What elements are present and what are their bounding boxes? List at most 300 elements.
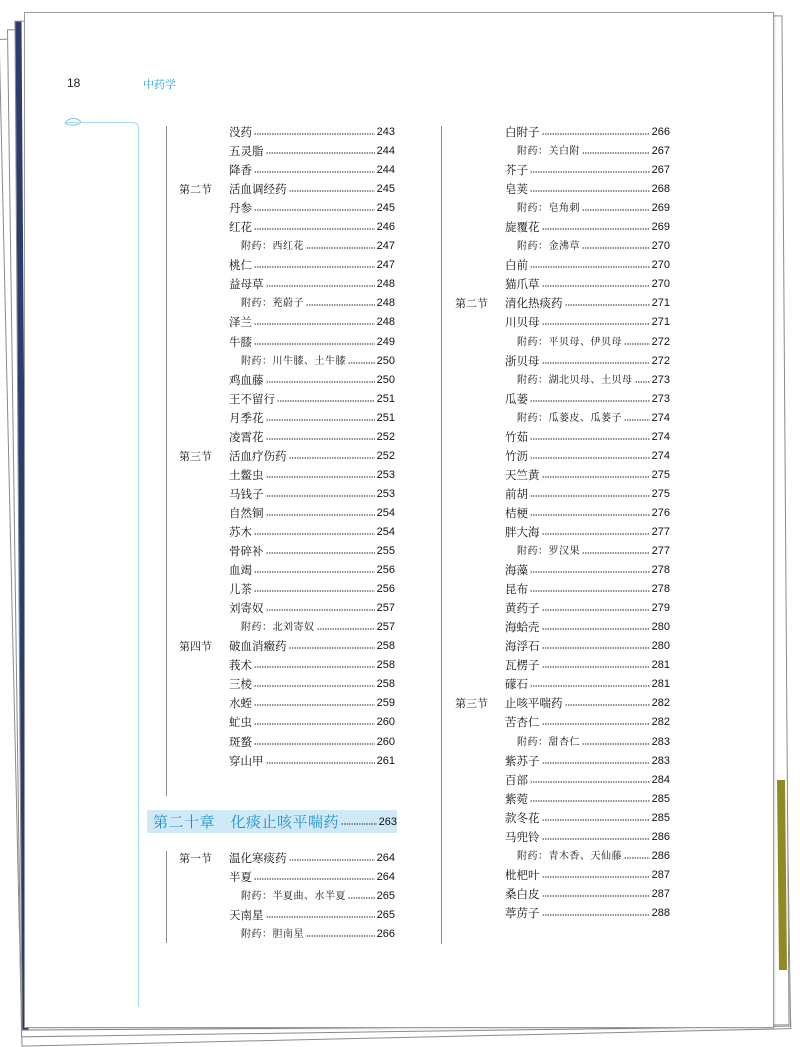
entry-page: 286 (651, 830, 670, 843)
entry-page: 272 (651, 335, 670, 348)
toc-sub-entry[interactable] (423, 142, 670, 161)
leader-dots (289, 859, 375, 861)
entry-title: 天南星 (229, 908, 264, 923)
leader-dots (530, 781, 650, 783)
leader-dots (582, 247, 650, 249)
toc-entry[interactable] (423, 809, 670, 828)
leader-dots (317, 628, 375, 630)
entry-title: 刘寄奴 (229, 601, 264, 616)
toc-entry[interactable] (423, 618, 670, 637)
toc-entry[interactable] (423, 504, 670, 523)
entry-title: 前胡 (505, 486, 528, 501)
entry-title: 海浮石 (505, 639, 540, 654)
entry-page: 247 (376, 240, 395, 253)
entry-page: 248 (376, 297, 395, 310)
entry-page: 270 (651, 240, 670, 253)
entry-title: 皂荚 (505, 182, 528, 197)
toc-entry[interactable] (147, 752, 395, 771)
entry-title: 附药：西红花 (241, 241, 304, 253)
leader-dots (542, 228, 650, 230)
leader-dots (542, 876, 650, 878)
toc-entry[interactable] (147, 390, 395, 409)
entry-title: 竹茹 (505, 429, 528, 444)
toc-entry[interactable] (423, 256, 670, 275)
entry-title: 附药：北刘寄奴 (241, 622, 315, 634)
section-label: 第一节 (179, 852, 212, 865)
entry-page: 282 (651, 697, 670, 710)
entry-title: 枇杷叶 (505, 867, 540, 882)
leader-dots (254, 878, 375, 880)
leader-dots (542, 914, 650, 916)
entry-title: 紫苏子 (505, 753, 540, 768)
entry-page: 277 (651, 525, 670, 538)
leader-dots (266, 419, 375, 421)
entry-title: 礞石 (505, 677, 528, 692)
leader-dots (289, 647, 375, 649)
entry-page: 267 (651, 164, 670, 177)
entry-title: 芥子 (505, 163, 528, 178)
entry-page: 258 (376, 678, 395, 691)
entry-title: 苏木 (229, 524, 252, 539)
leader-dots (530, 457, 650, 459)
entry-page: 287 (651, 887, 670, 900)
toc-sub-entry[interactable] (423, 371, 670, 390)
entry-page: 281 (651, 659, 670, 672)
toc-entry[interactable] (147, 275, 395, 294)
entry-title: 骨碎补 (229, 544, 264, 559)
leader-dots (266, 152, 375, 154)
toc-entry[interactable] (423, 904, 670, 923)
leader-dots (266, 916, 375, 918)
entry-title: 破血消癥药 (229, 639, 287, 654)
entry-page: 272 (651, 354, 670, 367)
leader-dots (582, 552, 650, 554)
toc-entry[interactable] (147, 123, 395, 142)
entry-title: 竹沥 (505, 448, 528, 463)
entry-page: 260 (376, 735, 395, 748)
toc-entry[interactable] (423, 752, 670, 771)
toc-entry[interactable] (423, 885, 670, 904)
entry-page: 271 (651, 316, 670, 329)
leader-dots (348, 897, 375, 899)
entry-page: 273 (651, 392, 670, 405)
entry-page: 250 (376, 373, 395, 386)
section-label: 第二节 (455, 297, 488, 311)
leader-dots (624, 419, 650, 421)
entry-page: 270 (651, 278, 670, 291)
leader-dots (266, 762, 375, 764)
entry-title: 莪术 (229, 658, 252, 673)
toc-entry[interactable] (423, 523, 670, 542)
entry-title: 海蛤壳 (505, 620, 540, 635)
entry-title: 浙贝母 (505, 353, 540, 368)
toc-right-column (423, 123, 670, 923)
decor-margin-line (138, 131, 139, 1007)
toc-entry[interactable] (423, 656, 670, 675)
leader-dots (542, 362, 650, 364)
toc-sub-entry[interactable] (423, 409, 670, 428)
entry-page: 267 (651, 145, 670, 158)
leader-dots (254, 209, 375, 211)
toc-entry[interactable] (147, 333, 395, 352)
entry-title: 附药：罗汉果 (517, 546, 580, 558)
entry-title: 白前 (505, 258, 528, 273)
leader-dots (635, 381, 650, 383)
toc-entry[interactable] (147, 599, 395, 618)
section-label: 第三节 (179, 449, 212, 463)
leader-dots (582, 152, 650, 154)
leader-dots (542, 762, 650, 764)
toc-entry[interactable] (423, 180, 670, 199)
toc-entry[interactable] (147, 313, 395, 332)
leader-dots (266, 476, 375, 478)
toc-entry[interactable] (423, 694, 670, 713)
leader-dots (530, 266, 650, 268)
leader-dots (582, 209, 650, 211)
toc-entry[interactable] (423, 771, 670, 790)
entry-page: 283 (651, 735, 670, 748)
entry-page: 279 (651, 602, 670, 615)
leader-dots (254, 704, 375, 706)
leader-dots (266, 609, 375, 611)
entry-page: 253 (376, 468, 395, 481)
toc-entry[interactable] (423, 447, 670, 466)
leaf-icon (63, 117, 83, 127)
leader-dots (266, 495, 375, 497)
toc-chapter-entries (147, 849, 395, 944)
toc-entry[interactable] (423, 580, 670, 599)
entry-page: 248 (376, 278, 395, 291)
toc-entry[interactable] (423, 599, 670, 618)
toc-entry[interactable] (423, 123, 670, 142)
toc-entry[interactable] (147, 868, 395, 887)
toc-entry[interactable] (147, 542, 395, 561)
toc-entry[interactable] (147, 180, 395, 199)
toc-sub-entry[interactable] (423, 199, 670, 218)
entry-title: 海藻 (505, 563, 528, 578)
entry-page: 274 (651, 411, 670, 424)
toc-entry[interactable] (147, 713, 395, 732)
entry-page: 248 (376, 316, 395, 329)
toc-entry[interactable] (147, 523, 395, 542)
entry-title: 葶苈子 (505, 905, 540, 920)
entry-title: 附药：瓜蒌皮、瓜蒌子 (517, 412, 622, 424)
entry-title: 凌霄花 (229, 429, 264, 444)
toc-entry[interactable] (147, 466, 395, 485)
toc-entry[interactable] (423, 294, 670, 313)
toc-entry[interactable] (147, 371, 395, 390)
toc-entry[interactable] (423, 218, 670, 237)
toc-entry[interactable] (147, 142, 395, 161)
entry-title: 穿山甲 (229, 753, 264, 768)
entry-title: 红花 (229, 220, 252, 235)
toc-entry[interactable] (147, 218, 395, 237)
toc-entry[interactable] (147, 485, 395, 504)
entry-title: 附药：湖北贝母、土贝母 (517, 374, 633, 386)
leader-dots (565, 304, 650, 306)
entry-title: 温化寒痰药 (229, 851, 287, 865)
entry-title: 款冬花 (505, 810, 540, 825)
entry-page: 244 (376, 164, 395, 177)
entry-page: 258 (376, 659, 395, 672)
toc-sub-entry[interactable] (147, 618, 395, 637)
toc-entry[interactable] (147, 161, 395, 180)
entry-page: 256 (376, 583, 395, 596)
leader-dots (542, 323, 650, 325)
toc-sub-entry[interactable] (423, 237, 670, 256)
leader-dots (266, 552, 375, 554)
entry-title: 紫菀 (505, 791, 528, 806)
toc-entry[interactable] (423, 713, 670, 732)
entry-page: 266 (376, 928, 395, 941)
entry-title: 降香 (229, 163, 252, 178)
entry-page: 274 (651, 449, 670, 462)
entry-page: 260 (376, 716, 395, 729)
leader-dots (530, 438, 650, 440)
leader-dots (289, 190, 375, 192)
toc-entry[interactable] (147, 733, 395, 752)
entry-title: 清化热痰药 (505, 296, 563, 311)
chapter-heading[interactable] (147, 810, 397, 833)
entry-title: 五灵脂 (229, 144, 264, 159)
entry-title: 瓦楞子 (505, 658, 540, 673)
leader-dots (254, 685, 375, 687)
toc-sub-entry[interactable] (147, 294, 395, 313)
leader-dots (306, 304, 375, 306)
leader-dots (565, 704, 650, 706)
leader-dots (542, 533, 650, 535)
entry-title: 桃仁 (229, 258, 252, 273)
leader-dots (254, 323, 375, 325)
entry-page: 255 (376, 545, 395, 558)
toc-entry[interactable] (423, 675, 670, 694)
leader-dots (530, 685, 650, 687)
entry-title: 附药：皂角刺 (517, 203, 580, 215)
entry-page: 259 (376, 697, 395, 710)
entry-page: 256 (376, 564, 395, 577)
entry-page: 266 (651, 126, 670, 138)
toc-sub-entry[interactable] (147, 352, 395, 371)
entry-title: 活血调经药 (229, 182, 287, 197)
leader-dots (266, 285, 375, 287)
leader-dots (530, 190, 650, 192)
leader-dots (306, 247, 375, 249)
leader-dots (582, 743, 650, 745)
toc-entry[interactable] (423, 637, 670, 656)
entry-page: 277 (651, 545, 670, 558)
entry-page: 243 (376, 126, 395, 138)
entry-page: 278 (651, 564, 670, 577)
toc-sub-entry[interactable] (423, 542, 670, 561)
entry-page: 265 (376, 909, 395, 922)
entry-title: 泽兰 (229, 315, 252, 330)
section-label: 第四节 (179, 640, 212, 654)
entry-page: 285 (651, 811, 670, 824)
leader-dots (530, 171, 650, 173)
entry-page: 258 (376, 640, 395, 653)
entry-page: 268 (651, 183, 670, 196)
toc-entry[interactable] (147, 694, 395, 713)
entry-title: 昆布 (505, 582, 528, 597)
entry-title: 桑白皮 (505, 886, 540, 901)
chapter-title: 第二十章 化痰止咳平喘药 (153, 814, 340, 831)
entry-title: 鸡血藤 (229, 372, 264, 387)
toc-entry[interactable] (147, 849, 395, 868)
entry-title: 白附子 (505, 125, 540, 139)
entry-page: 284 (651, 773, 670, 786)
entry-page: 278 (651, 583, 670, 596)
entry-page: 281 (651, 678, 670, 691)
toc-entry[interactable] (147, 256, 395, 275)
leader-dots (542, 838, 650, 840)
leader-dots (530, 514, 650, 516)
page-number: 18 (67, 76, 81, 90)
toc-entry[interactable] (423, 485, 670, 504)
entry-title: 猫爪草 (505, 277, 540, 292)
entry-page: 285 (651, 792, 670, 805)
entry-page: 254 (376, 525, 395, 538)
entry-title: 附药：青木香、天仙藤 (517, 850, 622, 862)
entry-title: 斑蝥 (229, 734, 252, 749)
entry-title: 附药：川牛膝、土牛膝 (241, 355, 346, 367)
leader-dots (254, 343, 375, 345)
toc-entry[interactable] (147, 561, 395, 580)
leader-dots (254, 228, 375, 230)
leader-dots (254, 171, 375, 173)
toc-entry[interactable] (147, 580, 395, 599)
leader-dots (530, 800, 650, 802)
leader-dots (266, 514, 375, 516)
entry-title: 附药：甜杏仁 (517, 736, 580, 748)
entry-page: 245 (376, 202, 395, 215)
leader-dots (530, 400, 650, 402)
leader-dots (254, 743, 375, 745)
entry-title: 儿茶 (229, 582, 252, 597)
entry-title: 川贝母 (505, 315, 540, 330)
toc-entry[interactable] (147, 906, 395, 925)
toc-entry[interactable] (147, 409, 395, 428)
entry-title: 自然铜 (229, 505, 264, 520)
leader-dots (542, 895, 650, 897)
toc-entry[interactable] (423, 428, 670, 447)
entry-page: 269 (651, 221, 670, 234)
toc-sub-entry[interactable] (423, 333, 670, 352)
decor-rule (81, 122, 131, 123)
entry-page: 251 (376, 411, 395, 424)
toc-entry[interactable] (147, 675, 395, 694)
leader-dots (254, 571, 375, 573)
entry-page: 270 (651, 259, 670, 272)
leader-dots (254, 266, 375, 268)
toc-entry[interactable] (423, 275, 670, 294)
entry-title: 月季花 (229, 410, 264, 425)
leader-dots (254, 723, 375, 725)
entry-title: 马钱子 (229, 486, 264, 501)
toc-entry[interactable] (423, 828, 670, 847)
entry-page: 271 (651, 297, 670, 310)
toc-entry[interactable] (423, 313, 670, 332)
entry-title: 胖大海 (505, 524, 540, 539)
entry-title: 王不留行 (229, 391, 275, 406)
toc-entry[interactable] (147, 199, 395, 218)
entry-title: 黄药子 (505, 601, 540, 616)
toc-entry[interactable] (147, 656, 395, 675)
entry-page: 265 (376, 890, 395, 903)
leader-dots (542, 285, 650, 287)
entry-title: 附药：金沸草 (517, 241, 580, 253)
entry-title: 附药：胆南星 (241, 929, 304, 941)
entry-title: 苦杏仁 (505, 715, 540, 730)
leader-dots (277, 400, 375, 402)
entry-title: 马兜铃 (505, 829, 540, 844)
section-label: 第三节 (455, 697, 488, 711)
toc-entry[interactable] (423, 790, 670, 809)
entry-title: 活血疗伤药 (229, 448, 287, 463)
leader-dots (542, 666, 650, 668)
toc-left-column (147, 123, 395, 771)
toc-sub-entry[interactable] (423, 733, 670, 752)
entry-page: 283 (651, 754, 670, 767)
leader-dots (624, 857, 650, 859)
toc-sub-entry[interactable] (423, 847, 670, 866)
leader-dots (624, 343, 650, 345)
toc-entry[interactable] (147, 504, 395, 523)
toc-entry[interactable] (423, 561, 670, 580)
entry-title: 三棱 (229, 677, 252, 692)
entry-title: 附药：关白附 (517, 146, 580, 158)
entry-title: 天竺黄 (505, 467, 540, 482)
entry-page: 244 (376, 145, 395, 158)
entry-page: 280 (651, 640, 670, 653)
entry-title: 附药：茺蔚子 (241, 298, 304, 310)
entry-page: 275 (651, 468, 670, 481)
leader-dots (530, 571, 650, 573)
entry-page: 247 (376, 259, 395, 272)
toc-entry[interactable] (423, 390, 670, 409)
entry-title: 血竭 (229, 563, 252, 578)
entry-page: 254 (376, 506, 395, 519)
entry-title: 桔梗 (505, 505, 528, 520)
entry-page: 250 (376, 354, 395, 367)
leader-dots (542, 628, 650, 630)
toc-entry[interactable] (423, 352, 670, 371)
entry-page: 286 (651, 849, 670, 862)
toc-entry[interactable] (423, 161, 670, 180)
book-page (24, 12, 774, 1028)
section-label: 第二节 (179, 183, 212, 197)
entry-title: 虻虫 (229, 715, 252, 730)
leader-dots (254, 133, 375, 135)
chapter-page: 263 (378, 815, 397, 828)
toc-sub-entry[interactable] (147, 925, 395, 944)
leader-dots (266, 438, 375, 440)
leader-dots (530, 495, 650, 497)
entry-page: 253 (376, 487, 395, 500)
toc-entry[interactable] (147, 447, 395, 466)
entry-page: 245 (376, 183, 395, 196)
leader-dots (542, 819, 650, 821)
toc-entry[interactable] (147, 637, 395, 656)
entry-title: 瓜蒌 (505, 391, 528, 406)
toc-entry[interactable] (423, 466, 670, 485)
toc-entry[interactable] (147, 428, 395, 447)
toc-entry[interactable] (423, 866, 670, 885)
leader-dots (530, 590, 650, 592)
toc-sub-entry[interactable] (147, 887, 395, 906)
leader-dots (254, 533, 375, 535)
entry-page: 282 (651, 716, 670, 729)
toc-sub-entry[interactable] (147, 237, 395, 256)
